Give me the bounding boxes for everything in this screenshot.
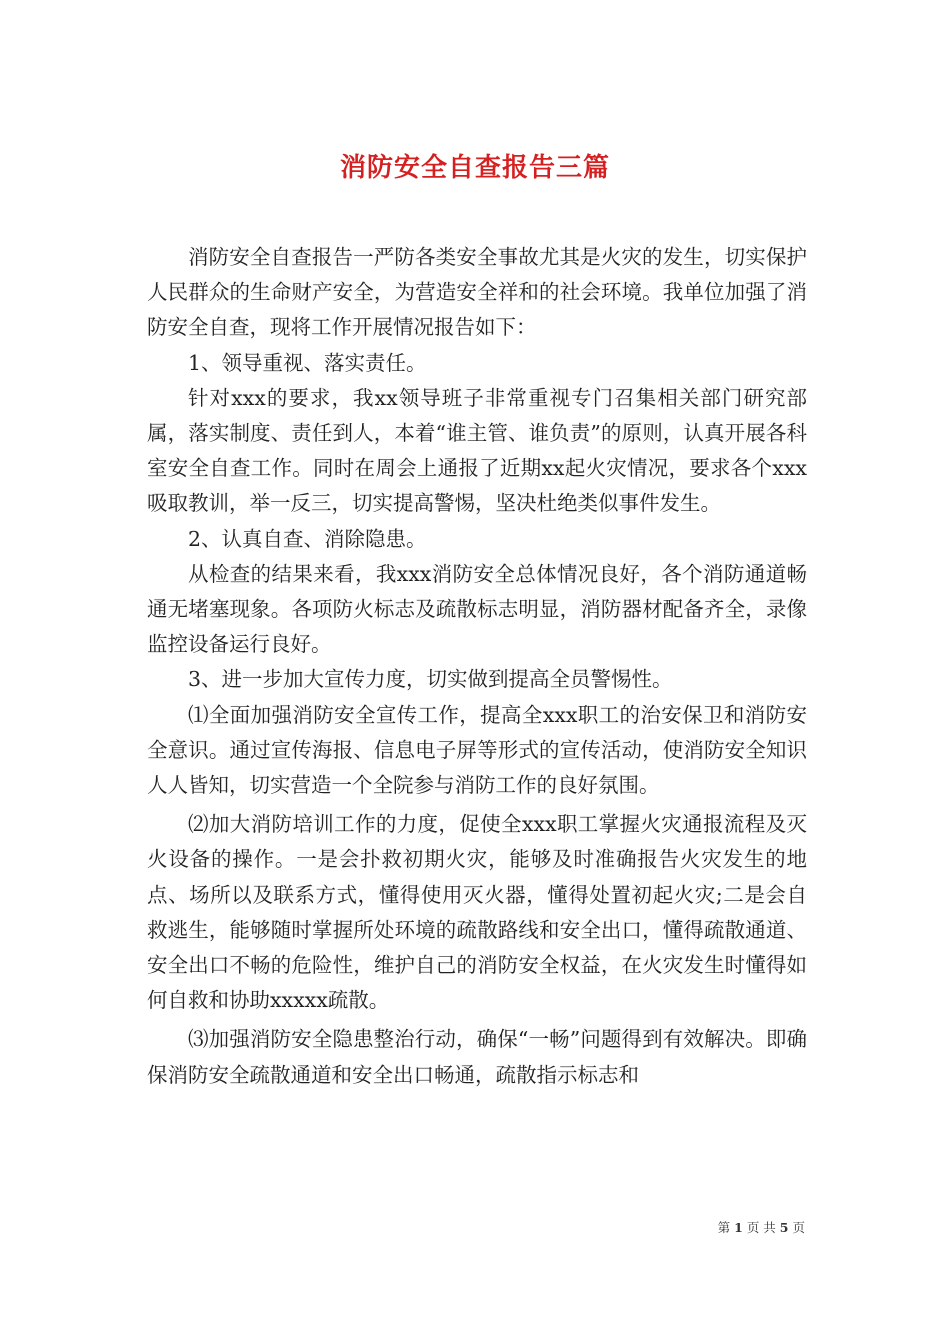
page-number-footer xyxy=(718,1218,805,1236)
total-page-number: 5 xyxy=(779,1220,789,1235)
subsection-paragraph-2: ⑵加大消防培训工作的力度，促使全xxx职工掌握火灾通报流程及灭火设备的操作。一是会扑救初期火灾，能够及时准确报告火灾发生的地点、场所以及联系方式，懂得使用灭火器，懂得处置初起火灾;二是会自救逃生，能够随时掌握所处环境的疏散路线和安全出口，懂得疏散通道、安全出口不畅的危险性，维护自己的消防安全权益，在火灾发生时懂得如何自救和协助xxxxx疏散。 xyxy=(147,812,807,1013)
current-page-number: 1 xyxy=(734,1220,743,1235)
footer-suffix: 页 xyxy=(792,1220,805,1235)
section-paragraph-1: 针对xxx的要求，我xx领导班子非常重视专门召集相关部门研究部属，落实制度、责任到人，本着“谁主管、谁负责”的原则，认真开展各科室安全自查工作。同时在周会上通报了近期xx起火灾情况，要求各个xxx吸取教训，举一反三，切实提高警惕，坚决杜绝类似事件发生。 xyxy=(147,385,807,516)
subsection-paragraph-3: ⑶加强消防安全隐患整治行动，确保“一畅”问题得到有效解决。即确保消防安全疏散通道和安全出口畅通，疏散指示标志和 xyxy=(147,1027,807,1087)
footer-middle: 页 共 xyxy=(746,1220,776,1235)
page-title: 消防安全自查报告三篇 xyxy=(339,153,610,184)
section-heading-3: 3、进一步加大宣传力度，切实做到提高全员警惕性。 xyxy=(188,667,673,692)
footer-prefix: 第 xyxy=(717,1220,731,1235)
section-heading-2: 2、认真自查、消除隐患。 xyxy=(188,526,427,551)
intro-paragraph: 消防安全自查报告一严防各类安全事故尤其是火灾的发生，切实保护人民群众的生命财产安全，为营造安全祥和的社会环境。我单位加强了消防安全自查，现将工作开展情况报告如下： xyxy=(147,245,807,340)
section-paragraph-2: 从检查的结果来看，我xxx消防安全总体情况良好，各个消防通道畅通无堵塞现象。各项防火标志及疏散标志明显，消防器材配备齐全，录像监控设备运行良好。 xyxy=(147,561,807,657)
section-heading-1: 1、领导重视、落实责任。 xyxy=(188,350,427,375)
document-body xyxy=(147,240,807,1093)
subsection-paragraph-1: ⑴全面加强消防安全宣传工作，提高全xxx职工的治安保卫和消防安全意识。通过宣传海报、信息电子屏等形式的宣传活动，使消防安全知识人人皆知，切实营造一个全院参与消防工作的良好氛围。 xyxy=(147,702,807,798)
